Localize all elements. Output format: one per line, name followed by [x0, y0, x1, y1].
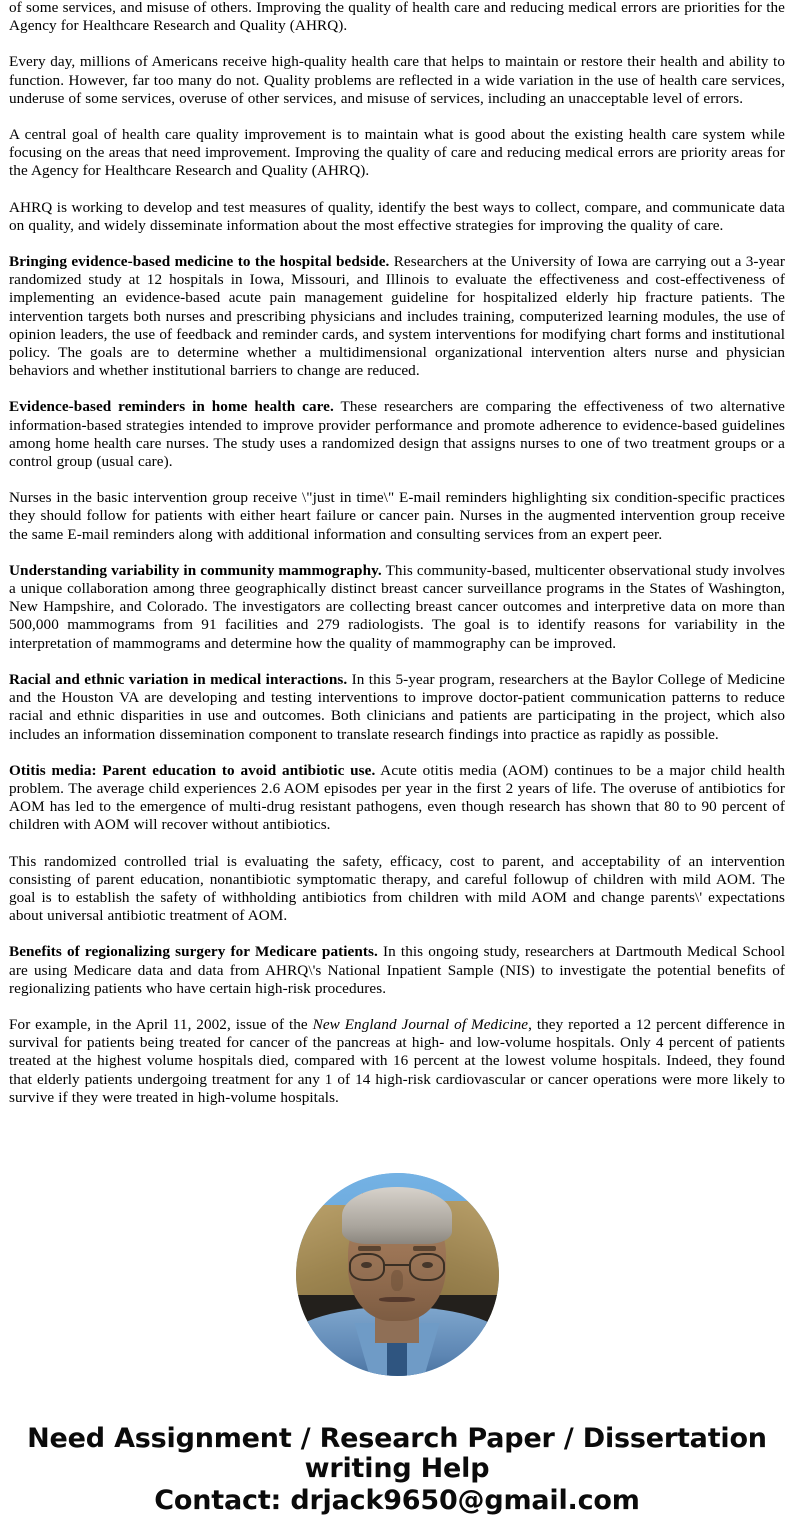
paragraph-nejm-example: [9, 1016, 785, 1107]
avatar-eyebrow-left: [358, 1246, 380, 1251]
avatar-eyeglasses-bridge: [385, 1264, 409, 1266]
footer-contact-email: Contact: drjack9650@gmail.com: [154, 1484, 640, 1516]
avatar-nose: [391, 1270, 403, 1290]
paragraph-lead-in: Understanding variability in community mammography.: [9, 561, 382, 579]
paragraph-text: This community-based, multicenter observational study involves a unique collaboration among three geographically distinct breast cancer surveillance programs in the States of Washington, New Hampshire, and Colorado. The investigators are collecting breast cancer outcomes and interpretive data on more than 500,000 mammograms from 91 facilities and 279 radiologists. The goal is to identify reasons for variability in the interpretation of mammograms and determine how the quality of mammography can be improved.: [9, 561, 786, 652]
paragraph-text: In this ongoing study, researchers at Dartmouth Medical School are using Medicare data and data from AHRQ\'s National Inpatient Sample (NIS) to investigate the potential benefits of regionalizing patients who have certain high-risk procedures.: [9, 943, 786, 997]
paragraph-lead-in: Otitis media: Parent education to avoid antibiotic use.: [9, 761, 376, 779]
paragraph-lead-in: Evidence-based reminders in home health care.: [9, 398, 334, 416]
paragraph-text: This randomized controlled trial is evaluating the safety, efficacy, cost to parent, and acceptability of an intervention consisting of parent education, nonantibiotic symptomatic therapy, and careful followup of children with mild AOM. The goal is to establish the safety of withholding antibiotics from children with mild AOM and change parents\' expectations about universal antibiotic treatment of AOM.: [9, 852, 785, 925]
paragraph-ahrq-working: [9, 199, 785, 235]
footer-promo-block: [9, 1424, 785, 1538]
paragraph-text: A central goal of health care quality improvement is to maintain what is good about the existing health care system while focusing on the areas that need improvement. Improving the quality of care and reducing medical errors are priority areas for the Agency for Healthcare Research and Quality (AHRQ).: [9, 126, 785, 180]
journal-title-citation: New England Journal of Medicine: [312, 1015, 529, 1033]
avatar-hair: [342, 1187, 452, 1244]
avatar-eyebrow-right: [413, 1246, 435, 1251]
paragraph-central-goal: [9, 126, 785, 181]
paragraph-lead-in: Bringing evidence-based medicine to the hospital bedside.: [9, 253, 390, 271]
paragraph-nurses-basic-group: [9, 489, 785, 544]
paragraph-intro-continued: [9, 0, 785, 35]
paragraph-lead-in: Benefits of regionalizing surgery for Medicare patients.: [9, 943, 378, 961]
paragraph-text-after-citation: , they reported a 12 percent difference in survival for patients being treated for cancer of the pancreas at high- and low-volume hospitals. Only 4 percent of patients treated at the highest volume hospitals died, compared with 16 percent at the lowest volume hospitals. Indeed, they found that elderly patients undergoing treatment for any 1 of 14 high-risk cardiovascular or cancer operations were more likely to survive if they were treated in high-volume hospitals.: [9, 1015, 785, 1106]
paragraph-otitis-media: [9, 762, 785, 835]
avatar-mouth: [379, 1297, 416, 1302]
paragraph-text: Researchers at the University of Iowa are carrying out a 3-year randomized study at 12 hospitals in Iowa, Missouri, and Illinois to evaluate the effectiveness and cost-effectiveness of implementing an evidence-based acute pain management guideline for hospitalized elderly hip fracture patients. The intervention targets both nurses and prescribing physicians and includes training, computerized learning modules, the use of opinion leaders, the use of feedback and reminder cards, and system interventions for modifying chart forms and institutional policy. The goals are to determine whether a multidimensional organizational intervention alters nurse and physician behaviors and whether institutional barriers to change are reduced.: [9, 253, 786, 380]
avatar-eyeglasses-lens-left: [349, 1253, 385, 1280]
paragraph-racial-ethnic-variation: [9, 671, 785, 744]
footer-headline-line-2: writing Help: [304, 1452, 490, 1484]
paragraph-text: of some services, and misuse of others. Improving the quality of health care and reducing medical errors are priorities for the Agency for Healthcare Research and Quality (AHRQ).: [9, 0, 785, 35]
paragraph-home-health-reminders: [9, 398, 785, 471]
document-body: [9, 0, 785, 1107]
avatar-eyeglasses-lens-right: [409, 1253, 445, 1280]
paragraph-text: Acute otitis media (AOM) continues to be a major child health problem. The average child experiences 2.6 AOM episodes per year in the first 2 years of life. The overuse of antibiotics for AOM has led to the emergence of multi-drug resistant pathogens, even though research has shown that 80 to 90 percent of children with AOM will recover without antibiotics.: [9, 761, 785, 834]
paragraph-lead-in: Racial and ethnic variation in medical interactions.: [9, 670, 348, 688]
footer-headline-line-1: Need Assignment / Research Paper / Dissertation: [27, 1422, 767, 1454]
avatar: [296, 1173, 499, 1376]
paragraph-randomized-controlled-trial: [9, 853, 785, 926]
paragraph-community-mammography: [9, 562, 785, 653]
paragraph-text-before-citation: For example, in the April 11, 2002, issue of the: [9, 1015, 313, 1033]
avatar-container: [9, 1173, 785, 1376]
paragraph-every-day: [9, 53, 785, 108]
paragraph-text: These researchers are comparing the effectiveness of two alternative information-based strategies intended to improve provider performance and promote adherence to evidence-based guidelines among home health care nurses. The study uses a randomized design that assigns nurses to one of two treatment groups or a control group (usual care).: [9, 398, 785, 471]
paragraph-text: In this 5-year program, researchers at the Baylor College of Medicine and the Houston VA are developing and testing interventions to improve doctor-patient communication patterns to reduce racial and ethnic disparities in use and outcomes. Both clinicians and patients are participating in the project, which also includes an information dissemination component to translate research findings into practice as rapidly as possible.: [9, 670, 785, 743]
paragraph-evidence-bedside: [9, 253, 785, 380]
paragraph-text: Nurses in the basic intervention group receive \"just in time\" E-mail reminders highlighting six condition-specific practices they should follow for patients with either heart failure or cancer pain. Nurses in the augmented intervention group receive the same E-mail reminders along with additional information and consulting services from an expert peer.: [9, 489, 785, 543]
paragraph-regionalizing-surgery: [9, 943, 785, 998]
paragraph-text: AHRQ is working to develop and test measures of quality, identify the best ways to collect, compare, and communicate data on quality, and widely disseminate information about the most effective strategies for improving the quality of care.: [9, 198, 785, 234]
paragraph-text: Every day, millions of Americans receive high-quality health care that helps to maintain or restore their health and ability to function. However, far too many do not. Quality problems are reflected in a wide variation in the use of health care services, underuse of some services, overuse of other services, and misuse of services, including an unacceptable level of errors.: [9, 53, 785, 107]
